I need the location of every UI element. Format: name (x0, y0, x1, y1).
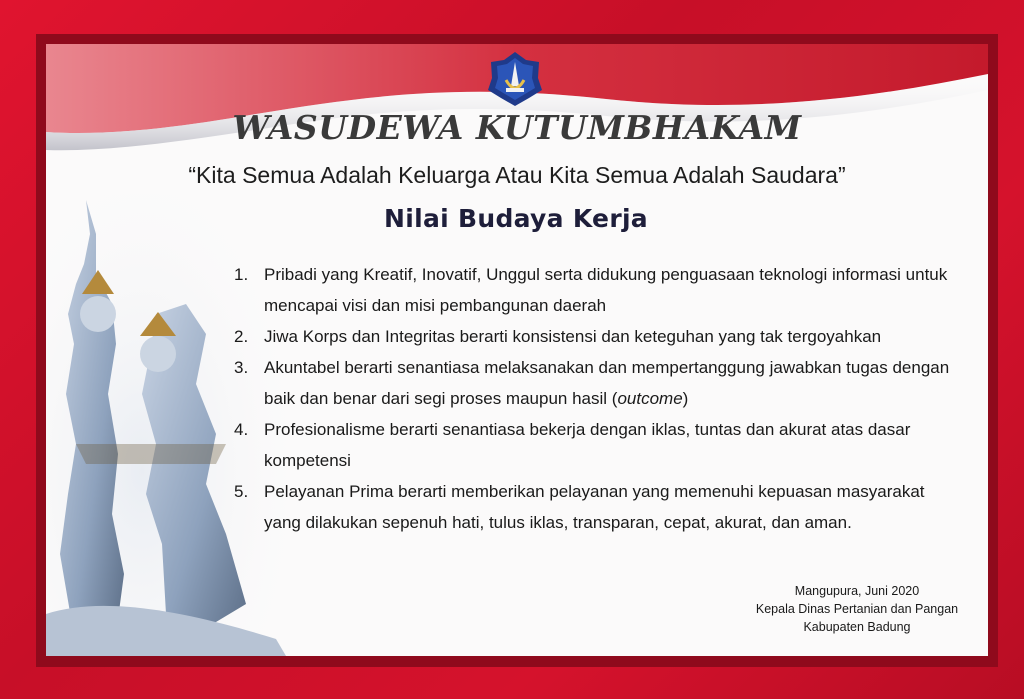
list-item-text: Pribadi yang Kreatif, Inovatif, Unggul serta didukung penguasaan teknologi informasi untuk mencapai visi dan misi pembangunan daerah (264, 265, 948, 315)
poster-title: WASUDEWA KUTUMBHAKAM (232, 108, 802, 147)
section-heading: Nilai Budaya Kerja (384, 204, 648, 233)
signature-place-date: Mangupura, Juni 2020 (794, 584, 920, 598)
list-item-text: Akuntabel berarti senantiasa melaksanakan dan mempertanggung jawabkan tugas dengan baik dan benar dari segi proses maupun hasil (264, 358, 950, 408)
signature-block (736, 582, 978, 636)
list-item: 2. Jiwa Korps dan Integritas berarti konsistensi dan keteguhan yang tak tergoyahkan (234, 327, 882, 346)
paren-open: ( (611, 389, 618, 408)
poster-board (46, 44, 988, 656)
list-item-text: Pelayanan Prima berarti memberikan pelayanan yang memenuhi kepuasan masyarakat yang dilakukan sepenuh hati, tulus iklas, transparan, cepat, akurat, dan aman. (264, 482, 925, 532)
list-item: 1. Pribadi yang Kreatif, Inovatif, Unggul serta didukung penguasaan teknologi informasi untuk mencapai visi dan misi pembangunan daerah (234, 265, 948, 315)
list-item-text: Profesionalisme berarti senantiasa bekerja dengan iklas, tuntas dan akurat atas dasar kompetensi (264, 420, 911, 470)
poster-subtitle: “Kita Semua Adalah Keluarga Atau Kita Semua Adalah Saudara” (188, 162, 846, 188)
list-item: 3. Akuntabel berarti senantiasa melaksanakan dan mempertanggung jawabkan tugas dengan baik dan benar dari segi proses maupun hasil (outcome) (234, 358, 950, 408)
signature-office: Kepala Dinas Pertanian dan Pangan (755, 602, 959, 616)
list-item: 4. Profesionalisme berarti senantiasa bekerja dengan iklas, tuntas dan akurat atas dasar kompetensi (234, 420, 911, 470)
list-item-text: Jiwa Korps dan Integritas berarti konsistensi dan keteguhan yang tak tergoyahkan (264, 327, 882, 346)
list-item: 5. Pelayanan Prima berarti memberikan pelayanan yang memenuhi kepuasan masyarakat yang dilakukan sepenuh hati, tulus iklas, transparan, cepat, akurat, dan aman. (234, 482, 925, 532)
work-values-list (234, 259, 954, 538)
signature-region: Kabupaten Badung (803, 620, 911, 634)
badung-emblem-icon (486, 50, 544, 108)
paren-close: ) (682, 389, 689, 408)
list-item-italic: outcome (617, 389, 683, 408)
